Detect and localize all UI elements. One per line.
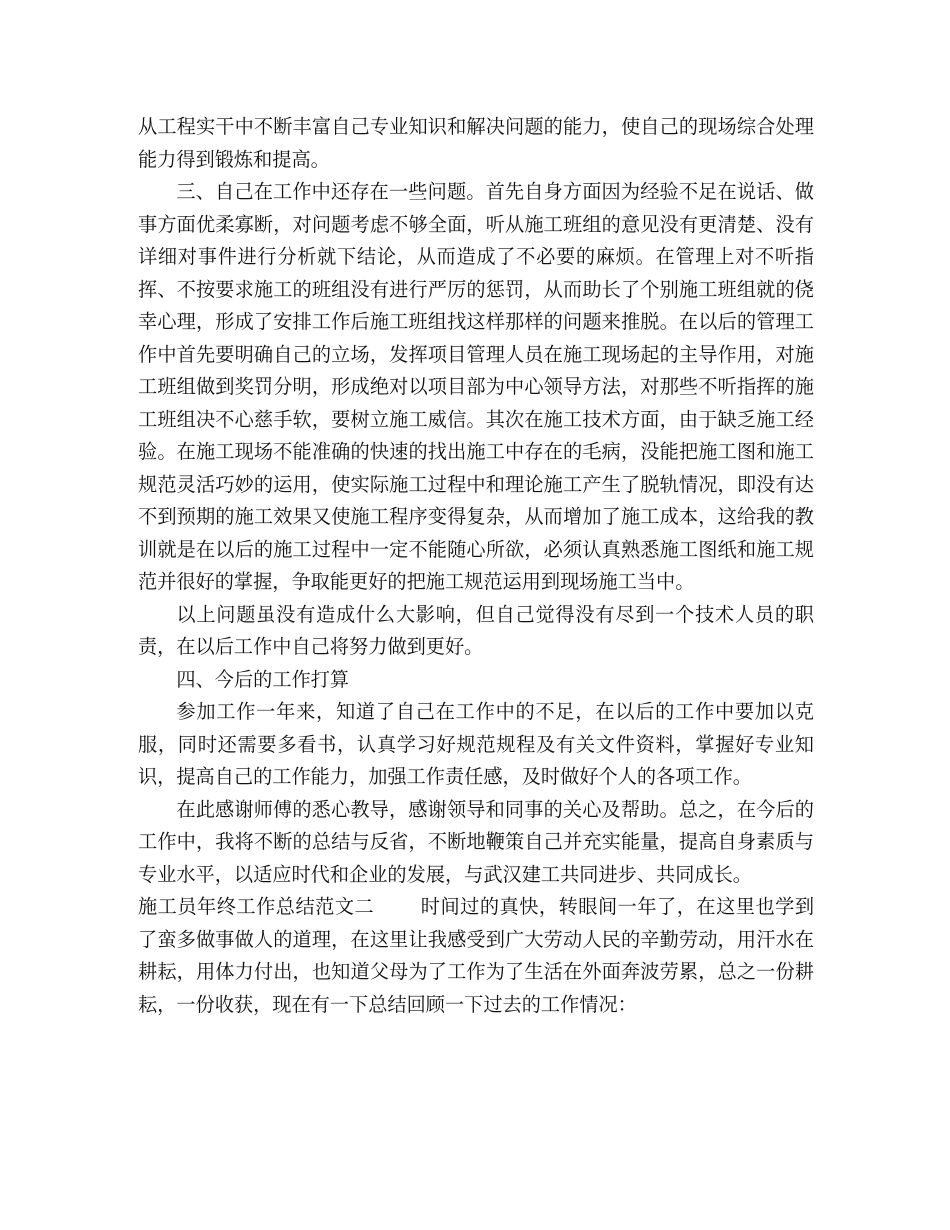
paragraph-thanks: 在此感谢师傅的悉心教导，感谢领导和同事的关心及帮助。总之，在今后的工作中，我将不断的总结与反省，不断地鞭策自己并充实能量，提高自身素质与专业水平，以适应时代和企业的发展，与武汉建工共同进步、共同成长。 — [138, 797, 814, 886]
sample-two-paragraph — [138, 891, 814, 1021]
sample-two-intro: 时间过的真快，转眼间一年了，在这里也学到了蛮多做事做人的道理，在这里让我感受到广大劳动人民的辛勤劳动，用汗水在耕耘，用体力付出，也知道父母为了工作为了生活在外面奔波劳累，总之一份耕耘，一份收获，现在有一下总结回顾一下过去的工作情况： — [138, 895, 815, 1016]
document-body — [138, 111, 814, 1021]
heading-section-four: 四、今后的工作打算 — [176, 667, 350, 691]
sample-two-title: 施工员年终工作总结范文二 — [138, 895, 375, 918]
paragraph-continuation: 从工程实干中不断丰富自己专业知识和解决问题的能力，使自己的现场综合处理能力得到锻炼和提高。 — [138, 115, 814, 171]
paragraph-section-three: 三、自己在工作中还存在一些问题。首先自身方面因为经验不足在说话、做事方面优柔寡断，对问题考虑不够全面，听从施工班组的意见没有更清楚、没有详细对事件进行分析就下结论，从而造成了不必要的麻烦。在管理上对不听指挥、不按要求施工的班组没有进行严厉的惩罚，从而助长了个别施工班组就的侥幸心理，形成了安排工作后施工班组找这样那样的问题来推脱。在以后的管理工作中首先要明确自己的立场，发挥项目管理人员在施工现场起的主导作用，对施工班组做到奖罚分明，形成绝对以项目部为中心领导方法，对那些不听指挥的施工班组决不心慈手软，要树立施工威信。其次在施工技术方面，由于缺乏施工经验。在施工现场不能准确的快速的找出施工中存在的毛病，没能把施工图和施工规范灵活巧妙的运用，使实际施工过程中和理论施工产生了脱轨情况，即没有达不到预期的施工效果又使施工程序变得复杂，从而增加了施工成本，这给我的教训就是在以后的施工过程中一定不能随心所欲，必须认真熟悉施工图纸和施工规范并很好的掌握，争取能更好的把施工规范运用到现场施工当中。 — [138, 180, 814, 593]
paragraph-plan: 参加工作一年来，知道了自己在工作中的不足，在以后的工作中要加以克服，同时还需要多看书，认真学习好规范规程及有关文件资料，掌握好专业知识，提高自己的工作能力，加强工作责任感，及时做好个人的各项工作。 — [138, 700, 814, 788]
paragraph-reflection: 以上问题虽没有造成什么大影响，但自己觉得没有尽到一个技术人员的职责，在以后工作中自己将努力做到更好。 — [138, 602, 814, 658]
